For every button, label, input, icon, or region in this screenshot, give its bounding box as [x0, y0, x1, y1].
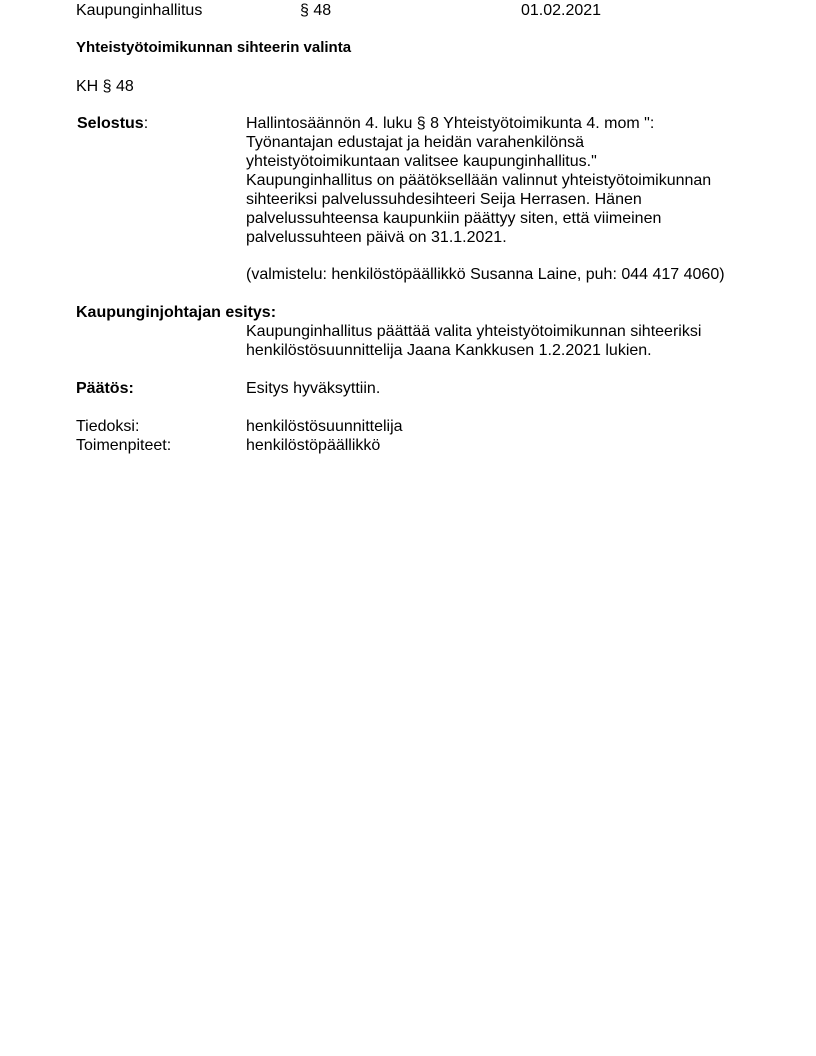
esitys-body [246, 322, 701, 360]
selostus-line: Työnantajan edustajat ja heidän varahenkilönsä [246, 134, 585, 151]
tiedoksi-value: henkilöstösuunnittelija [246, 418, 403, 435]
header-date: 01.02.2021 [521, 2, 602, 19]
paatos-label: Päätös: [76, 380, 134, 397]
esitys-line: henkilöstösuunnittelija Jaana Kankkusen 1.2.2021 lukien. [246, 342, 652, 359]
preparer-note: (valmistelu: henkilöstöpäällikkö Susanna Laine, puh: 044 417 4060) [246, 266, 725, 283]
esitys-label: Kaupunginjohtajan esitys: [76, 304, 277, 321]
selostus-body [246, 114, 711, 247]
header-body: Kaupunginhallitus [76, 2, 203, 19]
selostus-line: palvelussuhteensa kaupunkiin päättyy siten, että viimeinen [246, 210, 662, 227]
paatos-text: Esitys hyväksyttiin. [246, 380, 381, 397]
selostus-line: palvelussuhteen päivä on 31.1.2021. [246, 229, 507, 246]
selostus-line: Hallintosäännön 4. luku § 8 Yhteistyötoimikunta 4. mom ": [246, 115, 655, 132]
selostus-line: Kaupunginhallitus on päätöksellään valinnut yhteistyötoimikunnan [246, 172, 712, 189]
esitys-line: Kaupunginhallitus päättää valita yhteistyötoimikunnan sihteeriksi [246, 323, 702, 340]
selostus-label-text: Selostus [77, 115, 144, 132]
reference: KH § 48 [76, 78, 134, 95]
selostus-colon: : [143, 115, 149, 132]
selostus-line: yhteistyötoimikuntaan valitsee kaupunginhallitus." [246, 153, 597, 170]
selostus-label [77, 114, 148, 133]
document-title: Yhteistyötoimikunnan sihteerin valinta [76, 39, 352, 56]
header-section: § 48 [300, 2, 332, 19]
toimenpiteet-value: henkilöstöpäällikkö [246, 437, 381, 454]
toimenpiteet-label: Toimenpiteet: [76, 437, 172, 454]
selostus-line: sihteeriksi palvelussuhdesihteeri Seija Herrasen. Hänen [246, 191, 642, 208]
tiedoksi-label: Tiedoksi: [76, 418, 140, 435]
